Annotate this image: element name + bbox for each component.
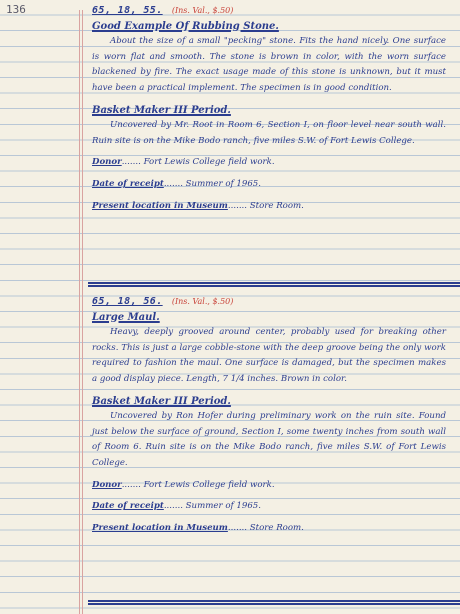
entry-title: Good Example Of Rubbing Stone. xyxy=(92,20,279,32)
entry-title: Large Maul. xyxy=(92,311,160,323)
receipt-line: Date of receipt....... Summer of 1965. xyxy=(92,178,262,189)
donor-line: Donor....... Fort Lewis College field work. xyxy=(92,479,275,490)
donor-label: Donor xyxy=(92,157,122,168)
entry-separator xyxy=(88,282,460,287)
page-number: 136 xyxy=(6,3,26,16)
entry-description: About the size of a small "pecking" stone. Fits the hand nicely. One surface is worn flat and smooth. The stone is brown in color, with the worn surface blackened by fire. The exact usage made of this stone is unknown, but it must have been a practical implement. The specimen is in good condition. xyxy=(92,36,446,93)
donor-value: Fort Lewis College field work. xyxy=(143,479,275,490)
entry-period: Basket Maker III Period. xyxy=(92,104,231,116)
entry-header xyxy=(92,3,446,19)
entry-description: Heavy, deeply grooved around center, probably used for breaking other rocks. This is just a large cobble-stone with the deep groove being the only work required to fashion the maul. One surface is damaged, but the specimen makes a good display piece. Length, 7 1/4 inches. Brown in color. xyxy=(92,327,446,384)
entry-separator xyxy=(88,600,460,605)
margin-line xyxy=(79,0,80,614)
entry-period: Basket Maker III Period. xyxy=(92,395,231,407)
receipt-line: Date of receipt....... Summer of 1965. xyxy=(92,501,262,512)
location-label: Present location in Museum xyxy=(92,522,228,533)
receipt-value: Summer of 1965. xyxy=(185,501,262,512)
entry-provenance: Uncovered by Ron Hofer during preliminary work on the ruin site. Found just below the surface of ground, Section I, some twenty inches from south wall of Room 6. Ruin site is on the Mike Bodo ranch, five miles S.W. of Fort Lewis College. xyxy=(92,411,446,468)
donor-line: Donor....... Fort Lewis College field work. xyxy=(92,157,275,168)
location-line: Present location in Museum....... Store Room. xyxy=(92,200,304,211)
catalog-number: 65, 18, 55. xyxy=(92,5,163,16)
donor-value: Fort Lewis College field work. xyxy=(143,157,275,168)
location-line: Present location in Museum....... Store Room. xyxy=(92,522,304,533)
catalog-entry xyxy=(92,294,446,536)
donor-label: Donor xyxy=(92,479,122,490)
receipt-label: Date of receipt xyxy=(92,178,164,189)
receipt-label: Date of receipt xyxy=(92,501,164,512)
receipt-value: Summer of 1965. xyxy=(185,178,262,189)
entry-header xyxy=(92,294,446,310)
location-label: Present location in Museum xyxy=(92,200,228,211)
location-value: Store Room. xyxy=(249,522,304,533)
insured-value: (Ins. Val., $.50) xyxy=(171,6,234,15)
catalog-entry xyxy=(92,3,446,214)
margin-line xyxy=(82,0,83,614)
catalog-number: 65, 18, 56. xyxy=(92,296,163,307)
insured-value: (Ins. Val., $.50) xyxy=(171,297,234,306)
entry-provenance: Uncovered by Mr. Root in Room 6, Section I, on floor level near south wall. Ruin site is on the Mike Bodo ranch, five miles S.W. of Fort Lewis College. xyxy=(92,120,446,146)
location-value: Store Room. xyxy=(249,200,304,211)
